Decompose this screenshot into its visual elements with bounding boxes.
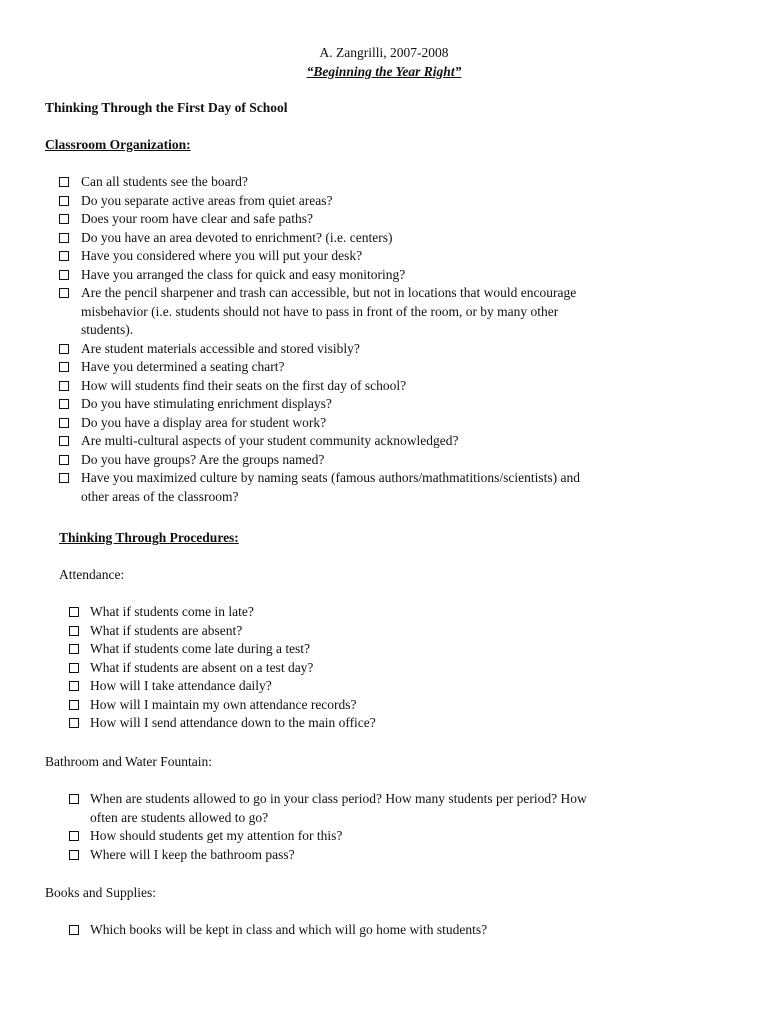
checklist-item-continuation: misbehavior (i.e. students should not have to pass in front of the room, or by many other — [81, 303, 559, 319]
author-line: A. Zangrilli, 2007-2008 — [319, 45, 449, 60]
checklist-item: What if students come late during a test? — [90, 641, 311, 656]
checklist-item: Do you have groups? Are the groups named? — [81, 451, 325, 467]
checklist-item: Which books will be kept in class and which will go home with students? — [90, 922, 488, 937]
checkbox-icon[interactable] — [59, 362, 69, 372]
checklist-item-continuation: other areas of the classroom? — [81, 488, 239, 504]
checklist-item: Have you maximized culture by naming seats (famous authors/mathmatitions/scientists) and — [81, 470, 581, 485]
checkbox-icon[interactable] — [59, 455, 69, 465]
procedures-heading: Thinking Through Procedures: — [59, 530, 239, 545]
checkbox-icon[interactable] — [69, 700, 79, 710]
checklist-item: Have you considered where you will put your desk? — [81, 248, 363, 263]
books-label: Books and Supplies: — [45, 885, 157, 900]
checkbox-icon[interactable] — [69, 644, 79, 654]
checklist-item: Do you have an area devoted to enrichment? (i.e. centers) — [81, 229, 393, 245]
checkbox-icon[interactable] — [69, 831, 79, 841]
checkbox-icon[interactable] — [59, 233, 69, 243]
checkbox-icon[interactable] — [59, 473, 69, 483]
document-title: Thinking Through the First Day of School — [45, 100, 288, 115]
checkbox-icon[interactable] — [59, 344, 69, 354]
checkbox-icon[interactable] — [59, 270, 69, 280]
checkbox-icon[interactable] — [69, 925, 79, 935]
checklist-item: Have you arranged the class for quick and easy monitoring? — [81, 266, 406, 282]
checkbox-icon[interactable] — [59, 251, 69, 261]
checklist-item: What if students come in late? — [90, 604, 254, 619]
checklist-item: Does your room have clear and safe paths? — [81, 211, 314, 226]
checklist-item: Are student materials accessible and stored visibly? — [81, 340, 360, 356]
attendance-label: Attendance: — [59, 567, 125, 582]
bathroom-label: Bathroom and Water Fountain: — [45, 754, 213, 769]
checklist-item: Are multi-cultural aspects of your student community acknowledged? — [81, 433, 459, 448]
checkbox-icon[interactable] — [69, 718, 79, 728]
checklist-item: When are students allowed to go in your class period? How many students per period? How — [90, 791, 587, 806]
checklist-item: Do you separate active areas from quiet areas? — [81, 192, 333, 208]
checkbox-icon[interactable] — [69, 607, 79, 617]
checklist-item-continuation: students). — [81, 322, 134, 337]
checkbox-icon[interactable] — [69, 850, 79, 860]
checklist-item: Where will I keep the bathroom pass? — [90, 846, 295, 862]
checklist-item: Can all students see the board? — [81, 174, 248, 189]
checklist-item-continuation: often are students allowed to go? — [90, 809, 269, 825]
checkbox-icon[interactable] — [59, 418, 69, 428]
checkbox-icon[interactable] — [59, 399, 69, 409]
checkbox-icon[interactable] — [59, 288, 69, 298]
checklist-item: How will I take attendance daily? — [90, 678, 272, 693]
checklist-item: How should students get my attention for this? — [90, 828, 343, 843]
checkbox-icon[interactable] — [69, 663, 79, 673]
checklist-item: Have you determined a seating chart? — [81, 359, 285, 374]
classroom-heading: Classroom Organization: — [45, 137, 191, 152]
checkbox-icon[interactable] — [69, 626, 79, 636]
checklist-item: Do you have stimulating enrichment displays? — [81, 396, 332, 411]
checklist-item: Are the pencil sharpener and trash can accessible, but not in locations that would encourage — [81, 285, 577, 300]
document-subtitle: “Beginning the Year Right” — [306, 64, 462, 79]
checkbox-icon[interactable] — [59, 214, 69, 224]
checkbox-icon[interactable] — [69, 794, 79, 804]
checklist-item: What if students are absent? — [90, 622, 243, 638]
checklist-item: Do you have a display area for student work? — [81, 414, 327, 430]
checkbox-icon[interactable] — [59, 436, 69, 446]
checkbox-icon[interactable] — [59, 196, 69, 206]
checkbox-icon[interactable] — [59, 381, 69, 391]
checkbox-icon[interactable] — [69, 681, 79, 691]
checklist-item: How will students find their seats on the first day of school? — [81, 377, 407, 393]
checklist-item: How will I maintain my own attendance records? — [90, 696, 357, 712]
checkbox-icon[interactable] — [59, 177, 69, 187]
checklist-item: What if students are absent on a test day? — [90, 659, 314, 675]
checklist-item: How will I send attendance down to the main office? — [90, 715, 376, 730]
